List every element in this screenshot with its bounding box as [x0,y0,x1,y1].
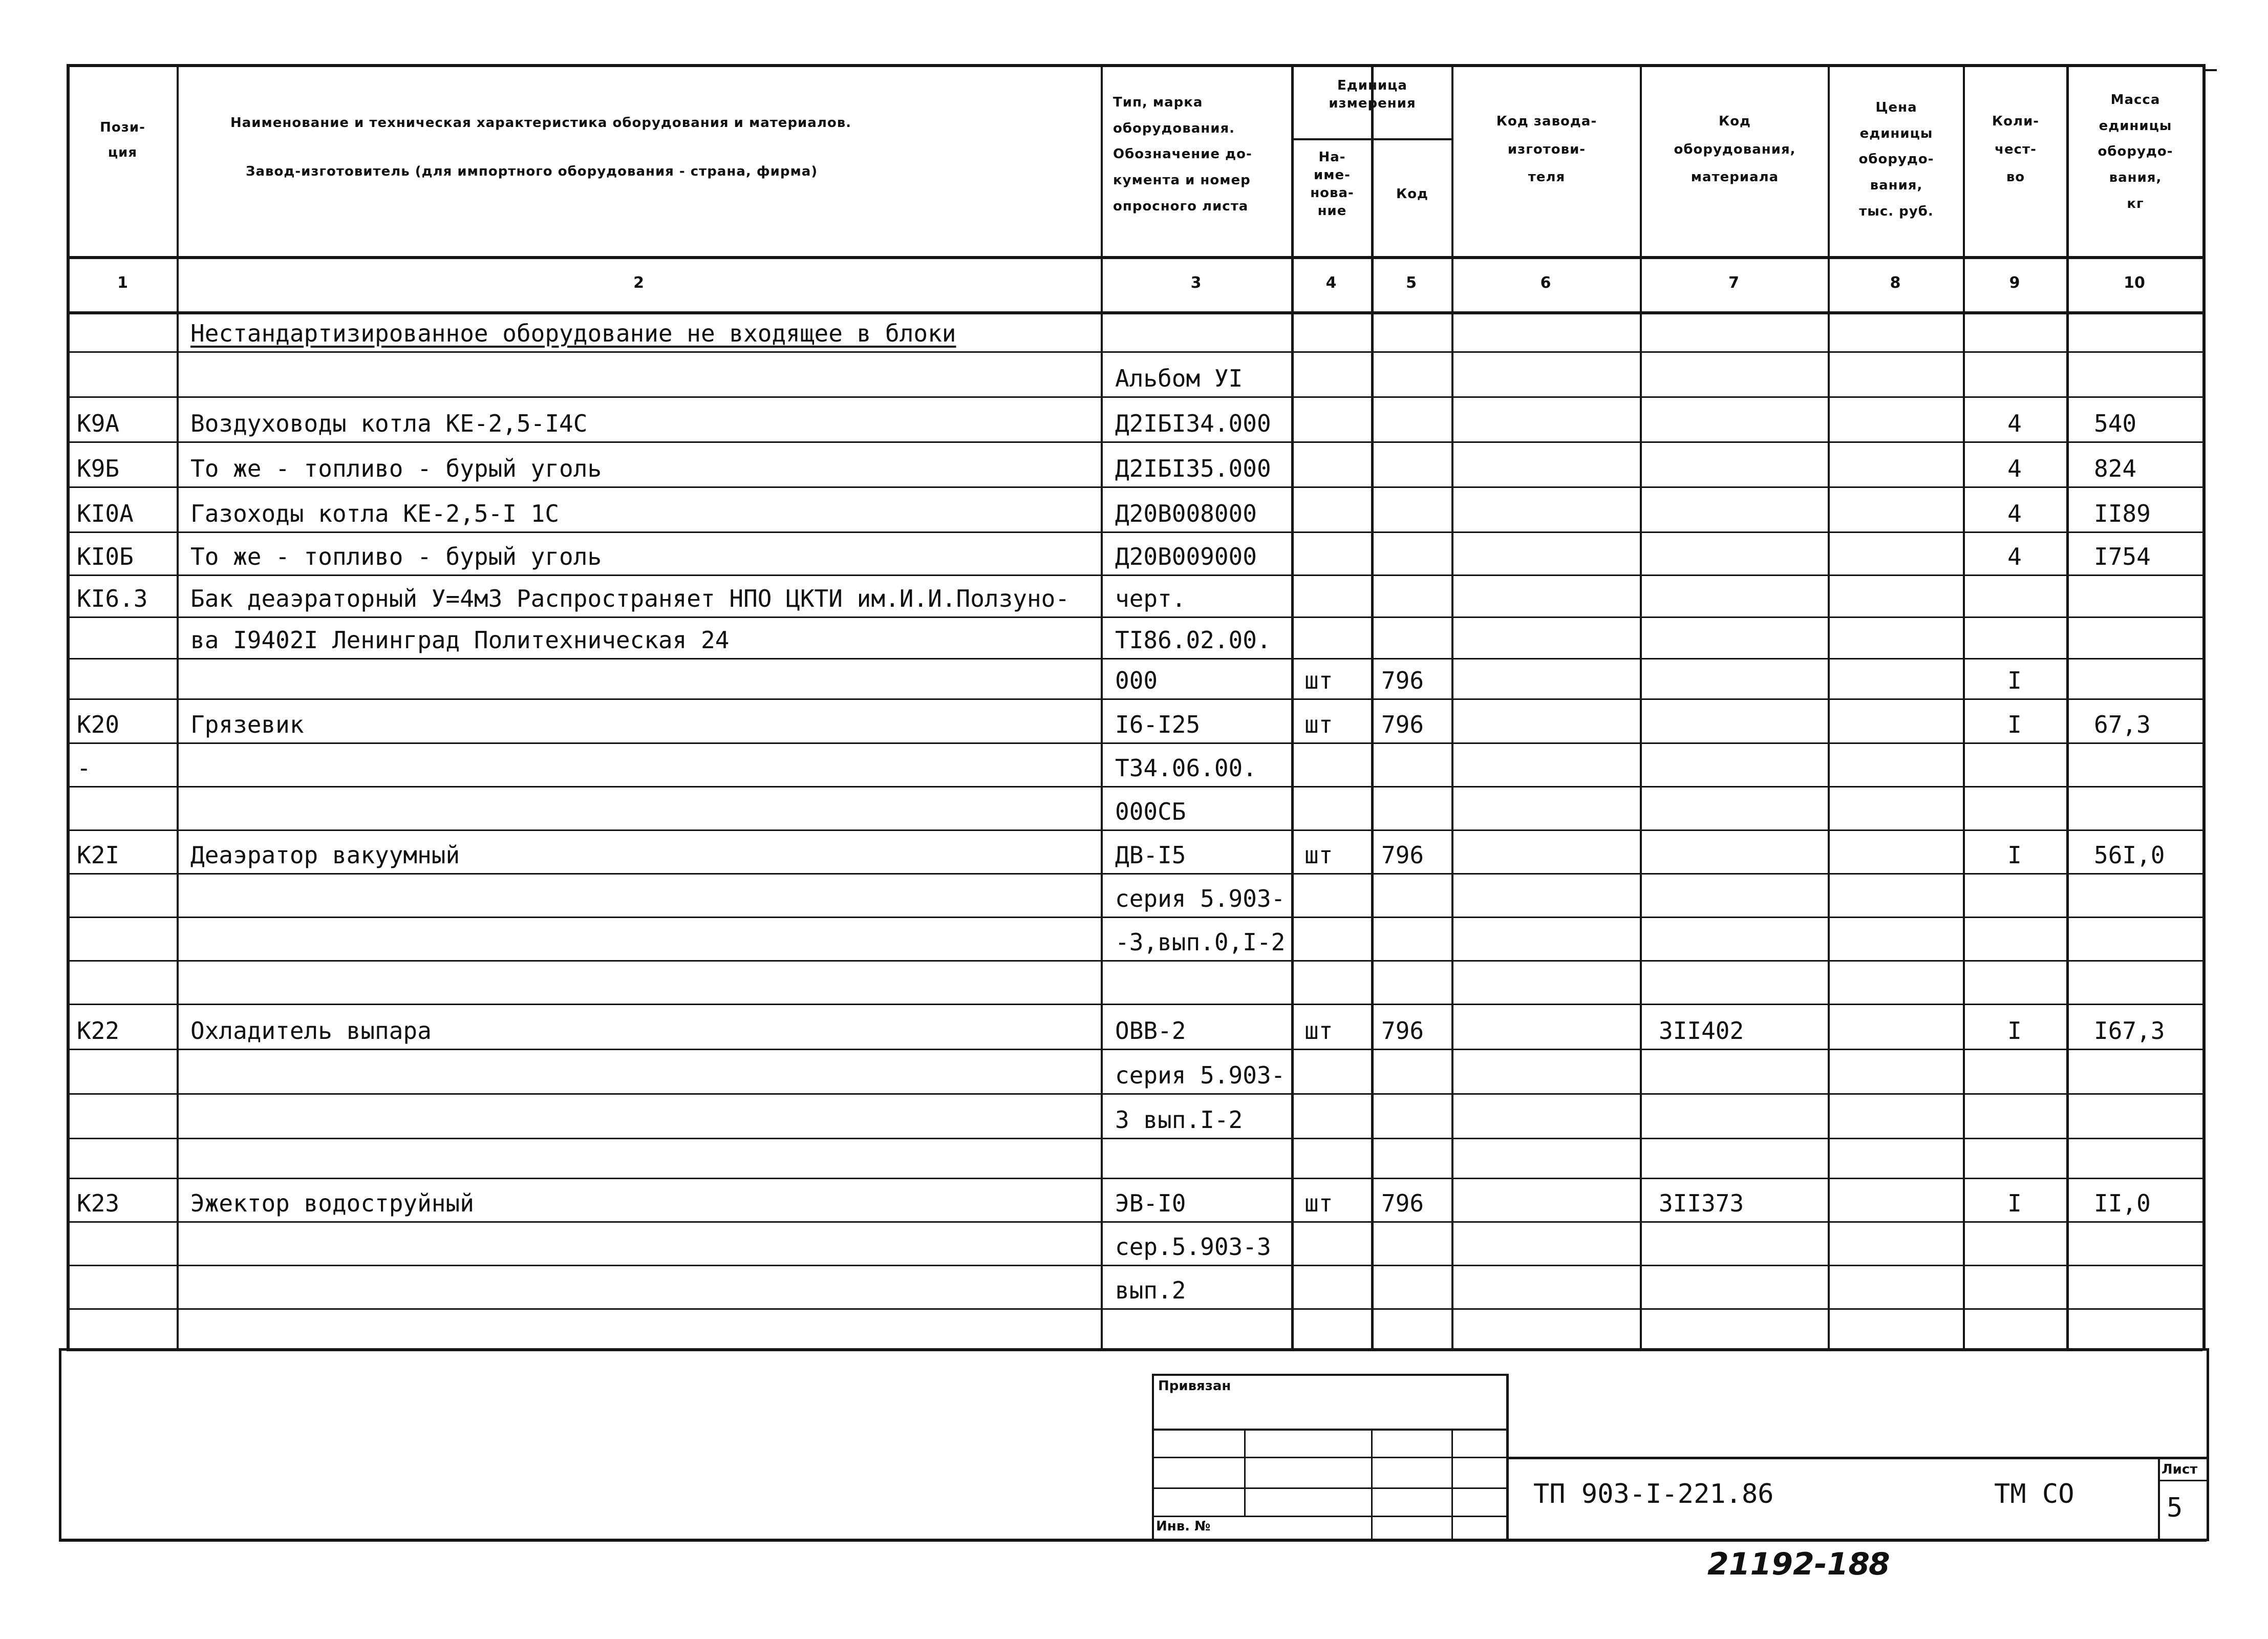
column-number: 10 [2124,274,2145,292]
row-name: Бак деаэраторный У=4м3 Распространяет НПО ЦКТИ им.И.И.Ползуно- [190,585,1070,612]
rule-line [67,960,2202,962]
row-pos: КI0Б [77,543,134,570]
rule-line [67,531,2202,533]
row-mass: 56I,0 [2094,841,2165,869]
header-name-line2: Завод-изготовитель (для импортного оборудования - страна, фирма) [246,164,818,179]
rule-line [67,1265,2202,1266]
rule-line [1152,1374,1154,1539]
rule-line [2158,1480,2207,1481]
rule-line [1371,1429,1373,1539]
rule-line [1640,64,1642,1348]
rule-line [67,616,2202,618]
row-name: ва I9402I Ленинград Политехническая 24 [190,626,730,654]
row-qty: 4 [2007,410,2022,437]
rule-line [59,1539,2207,1542]
rule-line [67,698,2202,700]
row-qty: 4 [2007,500,2022,527]
row-code: 796 [1381,841,1424,869]
rule-line [1506,1374,1509,1539]
rule-line [2066,64,2069,1348]
header-name-line1: Наименование и техническая характеристика оборудования и материалов. [230,115,852,131]
rule-line [1963,64,1965,1348]
row-code: 796 [1381,711,1424,738]
row-type: серия 5.903- [1115,1061,1286,1089]
document-mark: ТМ СО [1994,1479,2074,1509]
row-code: 796 [1381,1017,1424,1045]
rule-line [2158,1457,2160,1539]
rule-line [1291,64,1294,1348]
rule-line [2202,69,2217,71]
rule-line [59,1348,2207,1351]
rule-line [67,658,2202,659]
row-type: Д2IБI34.000 [1115,410,1271,437]
row-code7: 3II402 [1659,1017,1744,1045]
row-unit: шт [1304,711,1333,738]
row-type: черт. [1115,585,1186,612]
rule-line [67,351,2202,353]
rule-line [67,1093,2202,1095]
rule-line [1152,1487,1506,1489]
row-type: серия 5.903- [1115,885,1286,912]
document-code: ТП 903-I-221.86 [1533,1479,1774,1509]
rule-line [67,786,2202,787]
row-type: 000СБ [1115,798,1186,825]
row-pos: - [77,754,91,782]
rule-line [67,1004,2202,1005]
row-name: То же - топливо - бурый уголь [190,455,602,482]
row-qty: I [2007,1017,2022,1045]
rule-line [1152,1374,1506,1376]
rule-line [67,256,2202,259]
rule-line [67,574,2202,576]
row-qty: I [2007,667,2022,694]
row-type: Д20В008000 [1115,500,1257,527]
row-type: Т34.06.00. [1115,754,1257,782]
row-mass: II,0 [2094,1189,2151,1217]
sheet-number: 5 [2167,1493,2183,1523]
row-type: ДВ-I5 [1115,841,1186,869]
privyazan-label: Привязан [1158,1378,1231,1394]
header-unit-name: На- име- нова- ние [1310,150,1354,219]
row-type: -3,вып.0,I-2 [1115,928,1286,956]
column-number: 8 [1890,274,1901,292]
rule-line [2207,1348,2209,1541]
row-pos: К23 [77,1189,120,1217]
row-unit: шт [1304,1189,1333,1217]
rule-line [1244,1429,1246,1516]
rule-line [1828,64,1830,1348]
rule-line [67,311,2202,314]
row-mass: I754 [2094,543,2151,570]
row-qty: 4 [2007,543,2022,570]
row-qty: I [2007,1189,2022,1217]
header-equipment-code: Код оборудования, материала [1674,114,1796,185]
rule-line [1291,138,1451,140]
row-code: 796 [1381,667,1424,694]
row-type: вып.2 [1115,1276,1186,1304]
column-number: 4 [1325,274,1337,292]
rule-line [1506,1457,2207,1459]
column-number: 9 [2009,274,2020,292]
rule-line [67,1178,2202,1179]
row-name: Газоходы котла КЕ-2,5-I 1С [190,500,560,527]
column-number: 7 [1728,274,1739,292]
row-code7: 3II373 [1659,1189,1744,1217]
row-pos: К22 [77,1017,120,1045]
row-pos: К9А [77,410,120,437]
rule-line [1152,1516,1506,1517]
column-number: 1 [117,274,128,292]
row-type: Д20В009000 [1115,543,1257,570]
row-pos: КI0А [77,500,134,527]
row-qty: I [2007,711,2022,738]
row-mass: II89 [2094,500,2151,527]
row-type: I6-I25 [1115,711,1201,738]
rule-line [67,742,2202,744]
rule-line [1451,1429,1453,1539]
column-number: 5 [1406,274,1417,292]
rule-line [1371,64,1374,1348]
rule-line [67,1049,2202,1050]
rule-line [67,1221,2202,1223]
row-unit: шт [1304,1017,1333,1045]
column-number: 6 [1540,274,1551,292]
row-pos: К9Б [77,455,120,482]
row-type: Альбом УI [1115,365,1243,392]
row-code: 796 [1381,1189,1424,1217]
row-qty: 4 [2007,455,2022,482]
rule-line [67,441,2202,443]
row-pos: К2I [77,841,120,869]
rule-line [67,1138,2202,1139]
header-quantity: Коли- чест- во [1992,114,2040,185]
row-unit: шт [1304,841,1333,869]
row-type: ОВВ-2 [1115,1017,1186,1045]
rule-line [2202,64,2206,1348]
row-type: ТI86.02.00. [1115,626,1271,654]
header-type: Тип, марка оборудования. Обозначение до- кумента и номер опросного листа [1113,95,1252,214]
inventory-number-label: Инв. № [1156,1519,1211,1534]
rule-line [177,64,179,1348]
row-type: 000 [1115,667,1158,694]
rule-line [1101,64,1103,1348]
row-pos: КI6.3 [77,585,148,612]
header-mass: Масса единицы оборудо- вания, кг [2098,92,2173,211]
rule-line [67,486,2202,488]
row-unit: шт [1304,667,1333,694]
row-mass: 540 [2094,410,2137,437]
row-name: Грязевик [190,711,304,738]
row-mass: 67,3 [2094,711,2151,738]
row-type: ЭВ-I0 [1115,1189,1186,1217]
row-name: Нестандартизированное оборудование не входящее в блоки [190,320,956,347]
row-name: То же - топливо - бурый уголь [190,543,602,570]
row-name: Деаэратор вакуумный [190,841,460,869]
handwritten-page: 8 [1869,1546,1890,1582]
rule-line [1152,1429,1506,1431]
rule-line [59,1348,61,1541]
row-type: 3 вып.I-2 [1115,1106,1243,1134]
header-unit: Единица измерения [1329,78,1416,112]
row-mass: I67,3 [2094,1017,2165,1045]
row-qty: I [2007,841,2022,869]
row-name: Воздуховоды котла КЕ-2,5-I4С [190,410,588,437]
row-type: Д2IБI35.000 [1115,455,1271,482]
header-position: Пози- ция [100,120,145,161]
row-pos: К20 [77,711,120,738]
row-mass: 824 [2094,455,2137,482]
rule-line [67,873,2202,875]
rule-line [67,64,2202,67]
rule-line [67,1308,2202,1310]
rule-line [1152,1457,1506,1458]
row-type: сер.5.903-3 [1115,1233,1271,1261]
column-number: 3 [1190,274,1202,292]
header-unit-code: Код [1396,186,1429,202]
header-factory-code: Код завода- изготови- теля [1496,114,1597,185]
rule-line [67,829,2202,831]
header-price: Цена единицы оборудо- вания, тыс. руб. [1858,100,1934,219]
handwritten-number: 21192-18 [1707,1546,1870,1582]
rule-line [67,396,2202,398]
row-name: Эжектор водоструйный [190,1189,474,1217]
row-name: Охладитель выпара [190,1017,432,1045]
column-number: 2 [633,274,644,292]
rule-line [67,917,2202,918]
sheet-label: Лист [2162,1462,2198,1477]
rule-line [1451,64,1453,1348]
